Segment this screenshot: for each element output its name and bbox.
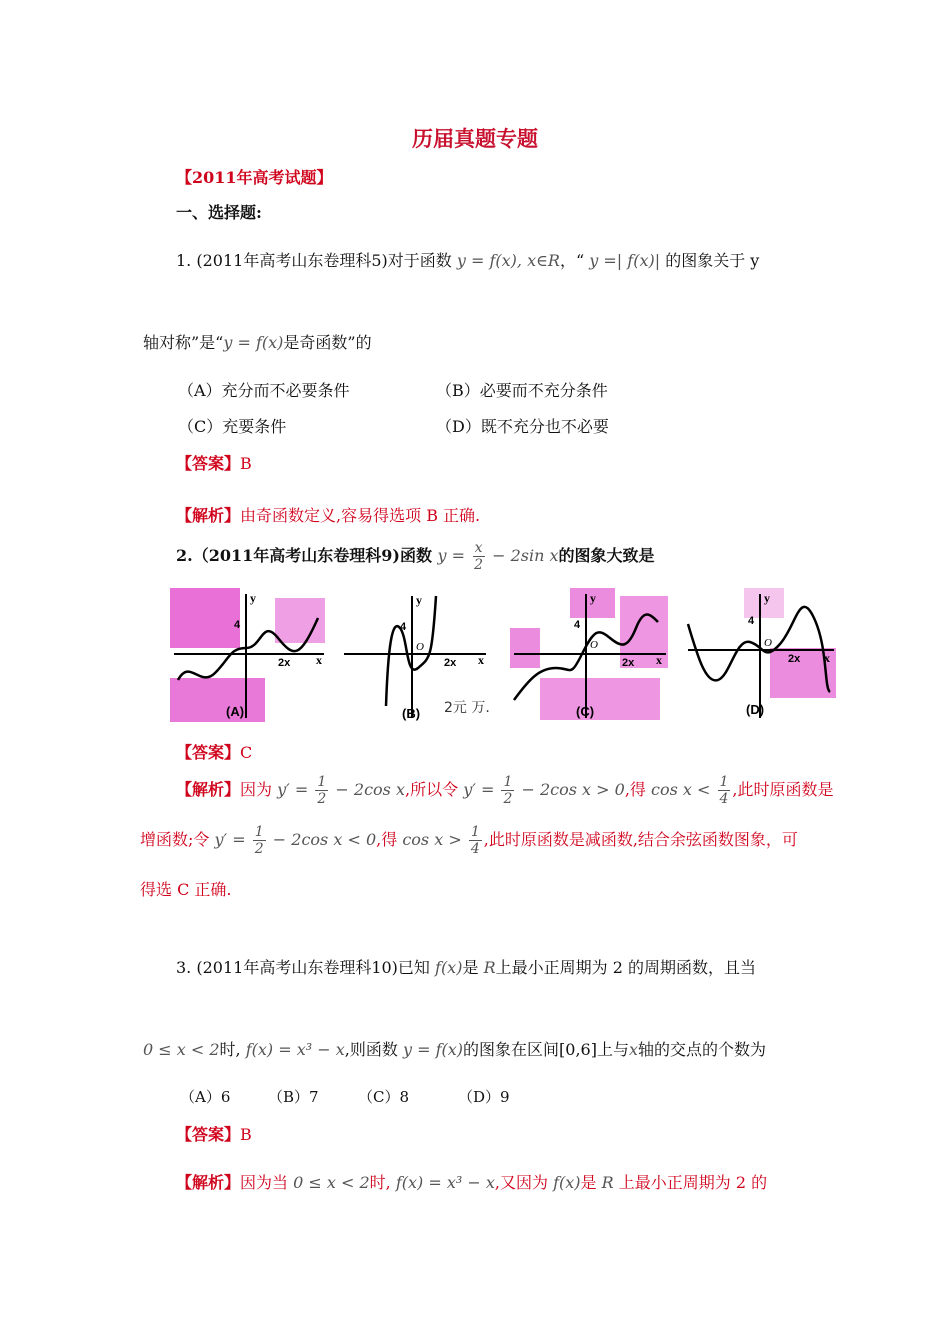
q1-option-d: （D）既不充分也不必要 [436,417,609,436]
q3-an-t1: 因为当 [240,1173,289,1192]
tick-4: 4 [234,619,241,631]
q3-an-m2: f(x) = x³ − x [395,1173,495,1192]
q2-a2-half [253,824,266,857]
q1-line2 [143,330,372,353]
axis-x-label: x [656,653,662,667]
axis-x-label: x [316,653,322,667]
frac-den: 2 [254,841,264,857]
q2-frac-num: x [474,540,483,556]
q2-answer [176,740,252,763]
q1-answer-value: B [240,454,252,473]
tick-4: 4 [574,619,581,631]
q2-line [176,540,655,573]
q2-a1-t4: ,此时原函数是 [732,780,834,799]
q3-math-r: R [483,958,496,977]
q2-a2-t3: ,此时原函数是减函数,结合余弦函数图象，可 [483,830,798,849]
q3-m4: x [628,1040,638,1059]
q1-line1 [176,248,759,271]
q1-mid: ，“ [559,251,585,270]
q3-answer-value: B [240,1125,252,1144]
frac-num: 1 [503,774,513,790]
q2-a2-quarter [469,824,482,857]
q3-mid: 是 [462,958,479,977]
frac-den: 2 [317,791,327,807]
q3-m2: f(x) = x³ − x [245,1040,345,1059]
q3-analysis-tag: 【解析】 [176,1173,241,1192]
q2-graph-options [170,588,838,722]
q3-an-m1: 0 ≤ x < 2 [293,1173,370,1192]
q2-a2-t2: ,得 [376,830,398,849]
q2-prefix: 2.（2011年高考山东卷理科9)函数 [176,546,432,565]
q1-analysis-text: 由奇函数定义,容易得选项 B 正确. [240,506,481,525]
q1-math-a: y = f(x), x∈R [456,251,560,270]
q2-a1-quarter [718,774,731,807]
frac-num: 1 [254,824,264,840]
q2-analysis-line2 [140,824,798,857]
q2-a1-m1: − 2cos x [335,780,405,799]
q2-a1-half [315,774,328,807]
q3-option-c: （C）8 [358,1088,410,1106]
q2-math-rest: − 2sin x [492,546,559,565]
frac-num: 1 [470,824,480,840]
q3-an-t3: ,又因为 [494,1173,548,1192]
graph-c [510,588,670,722]
q2-a1-y2: y′ = [463,780,495,799]
q3-t4: 轴的交点的个数为 [637,1040,766,1059]
frac-num: 1 [317,774,327,790]
noise-patch [510,628,540,668]
noise-patch [540,678,660,720]
q2-a1-m2: − 2cos x > 0 [521,780,625,799]
q3-an-m4: R [601,1173,614,1192]
q3-option-b: （B）7 [268,1088,319,1106]
axis-y-label: y [590,591,596,605]
q1-option-b: （B）必要而不充分条件 [436,381,608,400]
q3-option-d: （D）9 [458,1088,510,1106]
q2-a2-m1: − 2cos x < 0 [272,830,377,849]
q2-a2-t1: 增函数;令 [140,830,210,849]
graph-label-b: (B) [402,706,421,721]
q3-line2 [143,1037,766,1060]
q1-option-a: （A）充分而不必要条件 [178,381,350,400]
q2-analysis-line3: 得选 C 正确. [140,880,232,899]
q1-line2-suffix: 是奇函数”的 [283,333,372,352]
q2-suffix: 的图象大致是 [558,546,655,565]
q2-a1-y: y′ = [277,780,309,799]
tick-origin: O [764,637,772,649]
q2-frac-den: 2 [474,557,484,573]
q3-t2: ,则函数 [344,1040,398,1059]
tick-2x: 2x [444,657,457,669]
part-heading: 一、选择题: [176,203,262,222]
axis-x-label: x [478,653,484,667]
frac-den: 4 [470,841,480,857]
frac-num: 1 [719,774,729,790]
q3-suffix: 上最小正周期为 2 的周期函数，且当 [495,958,756,977]
q3-answer [176,1122,252,1145]
q1-answer [176,451,252,474]
q3-an-t5: 上最小正周期为 2 的 [618,1173,768,1192]
q2-a1-prefix: 因为 [240,780,273,799]
q3-an-t4: 是 [580,1173,597,1192]
tick-origin: O [590,639,598,651]
q1-analysis-tag: 【解析】 [176,506,241,525]
q2-a1-half-2 [501,774,514,807]
q3-analysis [176,1170,767,1193]
q3-prefix: 3. (2011年高考山东卷理科10)已知 [176,958,430,977]
tick-origin: O [416,641,424,653]
graph-label-a: (A) [226,704,245,719]
axis-y-label: y [250,591,256,605]
noise-patch [170,588,240,648]
graph-b [340,588,490,722]
q1-answer-tag: 【答案】 [176,454,241,473]
graph-a [170,588,328,722]
q2-math-y: y = [437,546,466,565]
handwritten-note: 2元 万. [444,700,490,716]
q1-math-c: y = f(x) [223,333,284,352]
tick-2x: 2x [788,653,801,665]
q2-a1-t3: ,得 [624,780,646,799]
noise-patch [170,678,265,722]
q2-answer-tag: 【答案】 [176,743,241,762]
q3-option-a: （A）6 [180,1088,231,1106]
q2-a2-m2: cos x > [402,830,462,849]
q2-a2-y: y′ = [214,830,246,849]
q3-t1: 时, [219,1040,241,1059]
q3-an-t2: 时, [369,1173,391,1192]
q2-analysis-line1 [176,774,834,807]
q1-analysis [176,503,480,526]
q3-line1 [176,955,756,978]
q3-an-m3: f(x) [553,1173,581,1192]
q3-math-f: f(x) [435,958,463,977]
q3-answer-tag: 【答案】 [176,1125,241,1144]
q1-line2-prefix: 轴对称”是“ [143,333,224,352]
q1-option-c: （C）充要条件 [178,417,287,436]
q1-suffix: 的图象关于 y [665,251,760,270]
axis-x-label: x [824,651,830,665]
q2-analysis-tag: 【解析】 [176,780,241,799]
q2-frac [473,540,485,573]
q1-math-b: y =| f(x)| [589,251,661,270]
q3-t3: 的图象在区间[0,6]上与 [463,1040,629,1059]
graph-label-c: (C) [576,704,595,719]
tick-4: 4 [400,621,407,633]
tick-2x: 2x [278,657,291,669]
q3-m3: y = f(x) [402,1040,464,1059]
axis-y-label: y [416,593,422,607]
section-tag: 【2011年高考试题】 [176,168,333,187]
tick-2x: 2x [622,657,635,669]
q2-a1-t2: ,所以令 [405,780,459,799]
graph-label-d: (D) [746,702,765,717]
frac-den: 2 [503,791,513,807]
q2-answer-value: C [240,743,253,762]
axis-y-label: y [764,591,770,605]
q2-a1-m3: cos x < [651,780,711,799]
frac-den: 4 [719,791,729,807]
page-title: 历届真题专题 [412,126,538,151]
q3-m1: 0 ≤ x < 2 [143,1040,220,1059]
q1-prefix: 1. (2011年高考山东卷理科5)对于函数 [176,251,452,270]
tick-4: 4 [748,615,755,627]
graph-d [684,588,838,722]
